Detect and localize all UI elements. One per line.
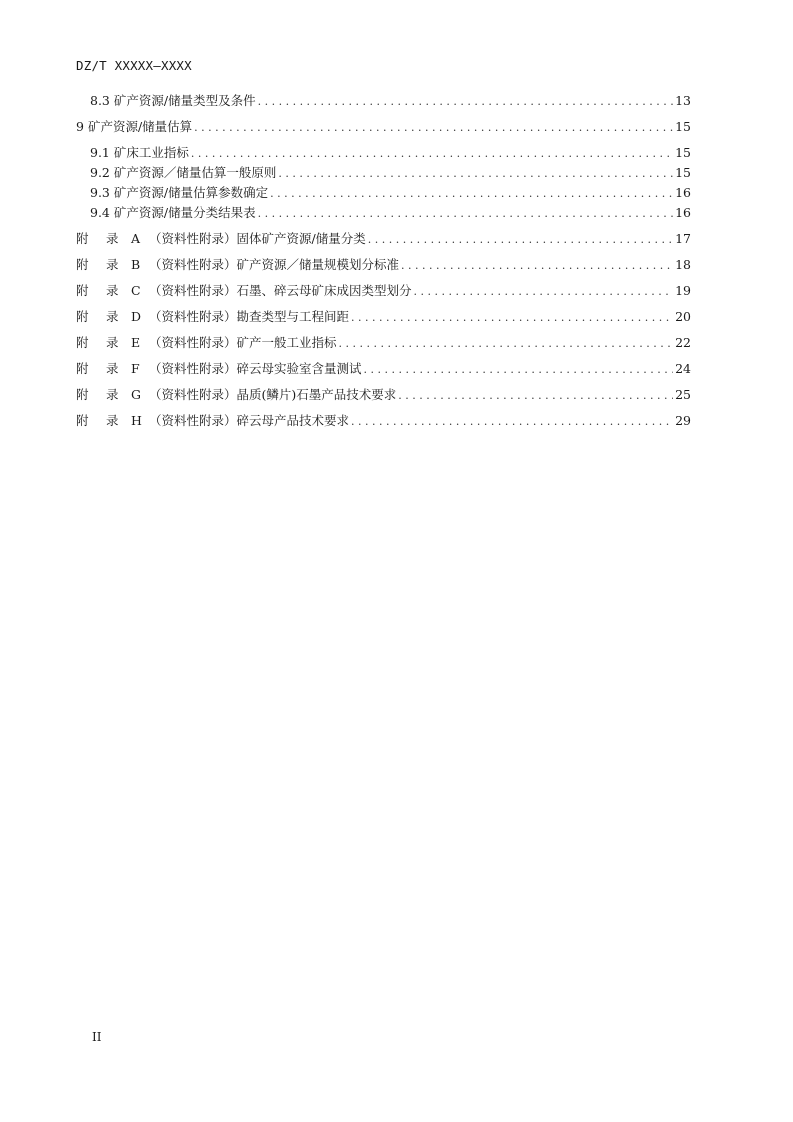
appendix-label <box>76 229 237 249</box>
appendix-label <box>76 411 237 431</box>
appendix-prefix: 录 <box>106 361 119 376</box>
toc-entry-number: 9 <box>76 119 84 134</box>
toc-appendix-e[interactable] <box>76 333 691 353</box>
appendix-letter: D <box>131 309 142 324</box>
appendix-prefix: 附 <box>76 283 89 298</box>
appendix-label <box>76 281 237 301</box>
document-code: DZ/T XXXXX—XXXX <box>76 58 192 73</box>
appendix-letter: C <box>131 283 141 298</box>
appendix-page: 22 <box>675 335 691 350</box>
toc-entry-9[interactable] <box>76 117 691 137</box>
appendix-letter: F <box>131 361 140 376</box>
appendix-prefix: 录 <box>106 309 119 324</box>
toc-appendix-c[interactable] <box>76 281 691 301</box>
appendix-type: （资料性附录） <box>149 335 237 350</box>
appendix-prefix: 附 <box>76 309 89 324</box>
table-of-contents <box>76 91 691 431</box>
toc-entry-9-4[interactable] <box>76 203 691 223</box>
appendix-type: （资料性附录） <box>149 413 237 428</box>
page-number: II <box>92 1030 102 1044</box>
toc-entry-title: 矿产资源/储量估算参数确定 <box>113 185 269 200</box>
appendix-title: 石墨、碎云母矿床成因类型划分 <box>236 283 412 298</box>
dot-leader <box>194 117 673 138</box>
toc-entry-9-3[interactable] <box>76 183 691 203</box>
toc-appendix-d[interactable] <box>76 307 691 327</box>
toc-entry-9-1[interactable] <box>76 143 691 163</box>
dot-leader <box>351 307 673 328</box>
appendix-prefix: 录 <box>106 413 119 428</box>
dot-leader <box>368 229 673 250</box>
toc-entry-8-3[interactable] <box>76 91 691 111</box>
appendix-title: 矿产一般工业指标 <box>236 335 337 350</box>
toc-entry-title: 矿产资源/储量类型及条件 <box>113 93 256 108</box>
appendix-page: 29 <box>675 413 691 428</box>
appendix-label <box>76 255 237 275</box>
dot-leader <box>191 143 673 164</box>
toc-entry-page: 16 <box>675 185 691 200</box>
toc-entry-title: 矿床工业指标 <box>113 145 189 160</box>
dot-leader <box>258 91 673 112</box>
appendix-prefix: 附 <box>76 257 89 272</box>
toc-entry-title: 矿产资源／储量估算一般原则 <box>113 165 277 180</box>
appendix-type: （资料性附录） <box>149 283 237 298</box>
appendix-page: 20 <box>675 309 691 324</box>
appendix-title: 碎云母实验室含量测试 <box>236 361 362 376</box>
appendix-type: （资料性附录） <box>149 231 237 246</box>
appendix-title: 固体矿产资源/储量分类 <box>236 231 366 246</box>
appendix-page: 25 <box>675 387 691 402</box>
dot-leader <box>258 203 673 224</box>
toc-entry-number: 9.2 <box>90 165 110 180</box>
appendix-letter: A <box>131 231 141 246</box>
toc-entry-title: 矿产资源/储量分类结果表 <box>113 205 256 220</box>
toc-appendix-a[interactable] <box>76 229 691 249</box>
toc-entry-number: 9.1 <box>90 145 110 160</box>
toc-appendix-b[interactable] <box>76 255 691 275</box>
toc-entry-title: 矿产资源/储量估算 <box>87 119 193 134</box>
toc-entry-page: 15 <box>675 119 691 134</box>
appendix-label <box>76 307 237 327</box>
toc-entry-9-2[interactable] <box>76 163 691 183</box>
appendix-type: （资料性附录） <box>149 309 237 324</box>
appendix-page: 24 <box>675 361 691 376</box>
toc-entry-page: 15 <box>675 145 691 160</box>
appendix-letter: E <box>131 335 141 350</box>
appendix-page: 18 <box>675 257 691 272</box>
dot-leader <box>278 163 673 184</box>
toc-entry-number: 9.4 <box>90 205 110 220</box>
appendix-title: 勘查类型与工程间距 <box>236 309 350 324</box>
dot-leader <box>414 281 673 302</box>
appendix-prefix: 录 <box>106 257 119 272</box>
dot-leader <box>351 411 673 432</box>
appendix-type: （资料性附录） <box>149 257 237 272</box>
appendix-type: （资料性附录） <box>149 387 237 402</box>
appendix-label <box>76 333 237 353</box>
appendix-prefix: 录 <box>106 283 119 298</box>
appendix-title: 晶质(鳞片)石墨产品技术要求 <box>236 387 397 402</box>
dot-leader <box>364 359 673 380</box>
toc-entry-page: 15 <box>675 165 691 180</box>
appendix-page: 19 <box>675 283 691 298</box>
toc-appendix-h[interactable] <box>76 411 691 431</box>
appendix-prefix: 附 <box>76 361 89 376</box>
appendix-type: （资料性附录） <box>149 361 237 376</box>
appendix-prefix: 附 <box>76 231 89 246</box>
dot-leader <box>339 333 673 354</box>
toc-entry-page: 16 <box>675 205 691 220</box>
appendix-prefix: 录 <box>106 231 119 246</box>
dot-leader <box>270 183 673 204</box>
appendix-label <box>76 359 237 379</box>
appendix-letter: B <box>131 257 141 272</box>
appendix-page: 17 <box>675 231 691 246</box>
toc-appendix-f[interactable] <box>76 359 691 379</box>
appendix-prefix: 录 <box>106 387 119 402</box>
toc-entry-page: 13 <box>675 93 691 108</box>
appendix-prefix: 录 <box>106 335 119 350</box>
appendix-label <box>76 385 237 405</box>
appendix-title: 碎云母产品技术要求 <box>236 413 350 428</box>
appendix-letter: H <box>131 413 142 428</box>
toc-entry-number: 9.3 <box>90 185 110 200</box>
appendix-letter: G <box>131 387 141 402</box>
dot-leader <box>401 255 673 276</box>
appendix-prefix: 附 <box>76 335 89 350</box>
toc-entry-number: 8.3 <box>90 93 110 108</box>
appendix-title: 矿产资源／储量规模划分标准 <box>236 257 400 272</box>
dot-leader <box>398 385 673 406</box>
appendix-prefix: 附 <box>76 413 89 428</box>
appendix-prefix: 附 <box>76 387 89 402</box>
toc-appendix-g[interactable] <box>76 385 691 405</box>
